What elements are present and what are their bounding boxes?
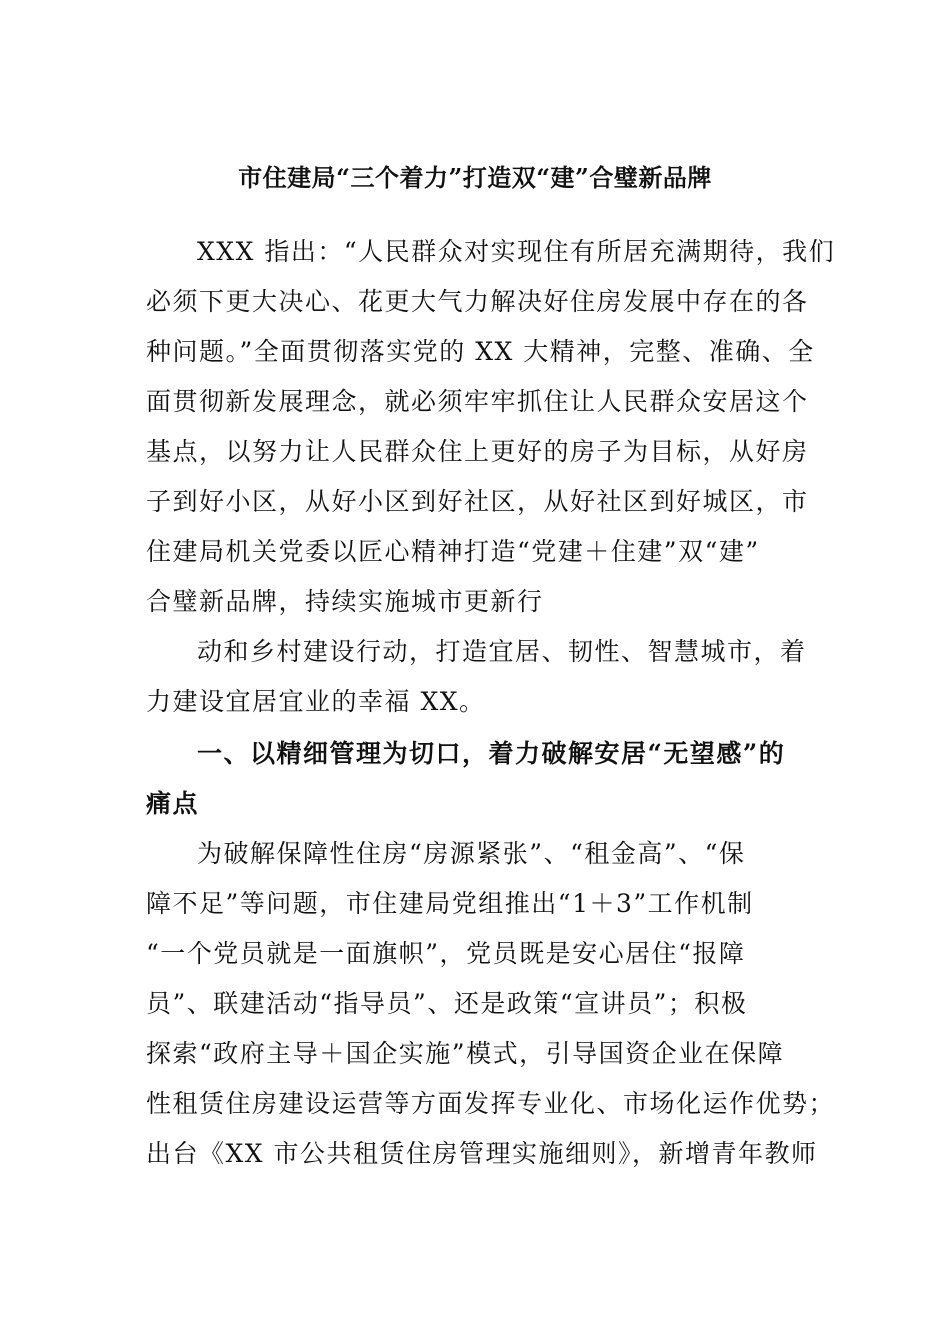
paragraph-3-line-1: 为破解保障性住房“房源紧张”、“租金高”、“保 <box>197 839 746 868</box>
paragraph-1-line-2: 必须下更大决心、花更大气力解决好住房发展中存在的各 <box>146 287 809 316</box>
section-heading-1-line-1: 一、以精细管理为切口，着力破解安居“无望感”的 <box>197 739 786 768</box>
section-heading-1-line-2: 痛点 <box>146 789 200 818</box>
paragraph-3-line-3: “一个党员就是一面旗帜”，党员既是安心居住“报障 <box>146 939 746 968</box>
paragraph-1-line-4: 面贯彻新发展理念，就必须牢牢抓住让人民群众安居这个 <box>146 387 809 416</box>
paragraph-1-line-6: 子到好小区，从好小区到好社区，从好社区到好城区，市 <box>146 487 809 516</box>
paragraph-2-line-1: 动和乡村建设行动，打造宜居、韧性、智慧城市，着 <box>197 637 807 666</box>
paragraph-1-line-1: XXX 指出：“人民群众对实现住有所居充满期待，我们 <box>197 237 836 266</box>
paragraph-3-line-7: 出台《XX 市公共租赁住房管理实施细则》，新增青年教师 <box>146 1139 818 1168</box>
paragraph-1-line-7: 住建局机关党委以匠心精神打造“党建＋住建”双“建” <box>146 537 760 566</box>
paragraph-3-line-6: 性租赁住房建设运营等方面发挥专业化、市场化运作优势； <box>146 1089 836 1118</box>
paragraph-2-line-2: 力建设宜居宜业的幸福 XX。 <box>146 687 486 716</box>
paragraph-3-line-4: 员”、联建活动“指导员”、还是政策“宣讲员”；积极 <box>146 989 748 1018</box>
paragraph-3-line-5: 探索“政府主导＋国企实施”模式，引导国资企业在保障 <box>146 1039 785 1068</box>
paragraph-1-line-3: 种问题。”全面贯彻落实党的 XX 大精神，完整、准确、全 <box>146 337 815 366</box>
paragraph-1-line-8: 合璧新品牌，持续实施城市更新行 <box>146 587 544 616</box>
paragraph-3-line-2: 障不足”等问题，市住建局党组推出“1＋3”工作机制 <box>146 889 754 918</box>
document-title: 市住建局“三个着力”打造双“建”合璧新品牌 <box>238 163 712 192</box>
paragraph-1-line-5: 基点，以努力让人民群众住上更好的房子为目标，从好房 <box>146 437 809 466</box>
